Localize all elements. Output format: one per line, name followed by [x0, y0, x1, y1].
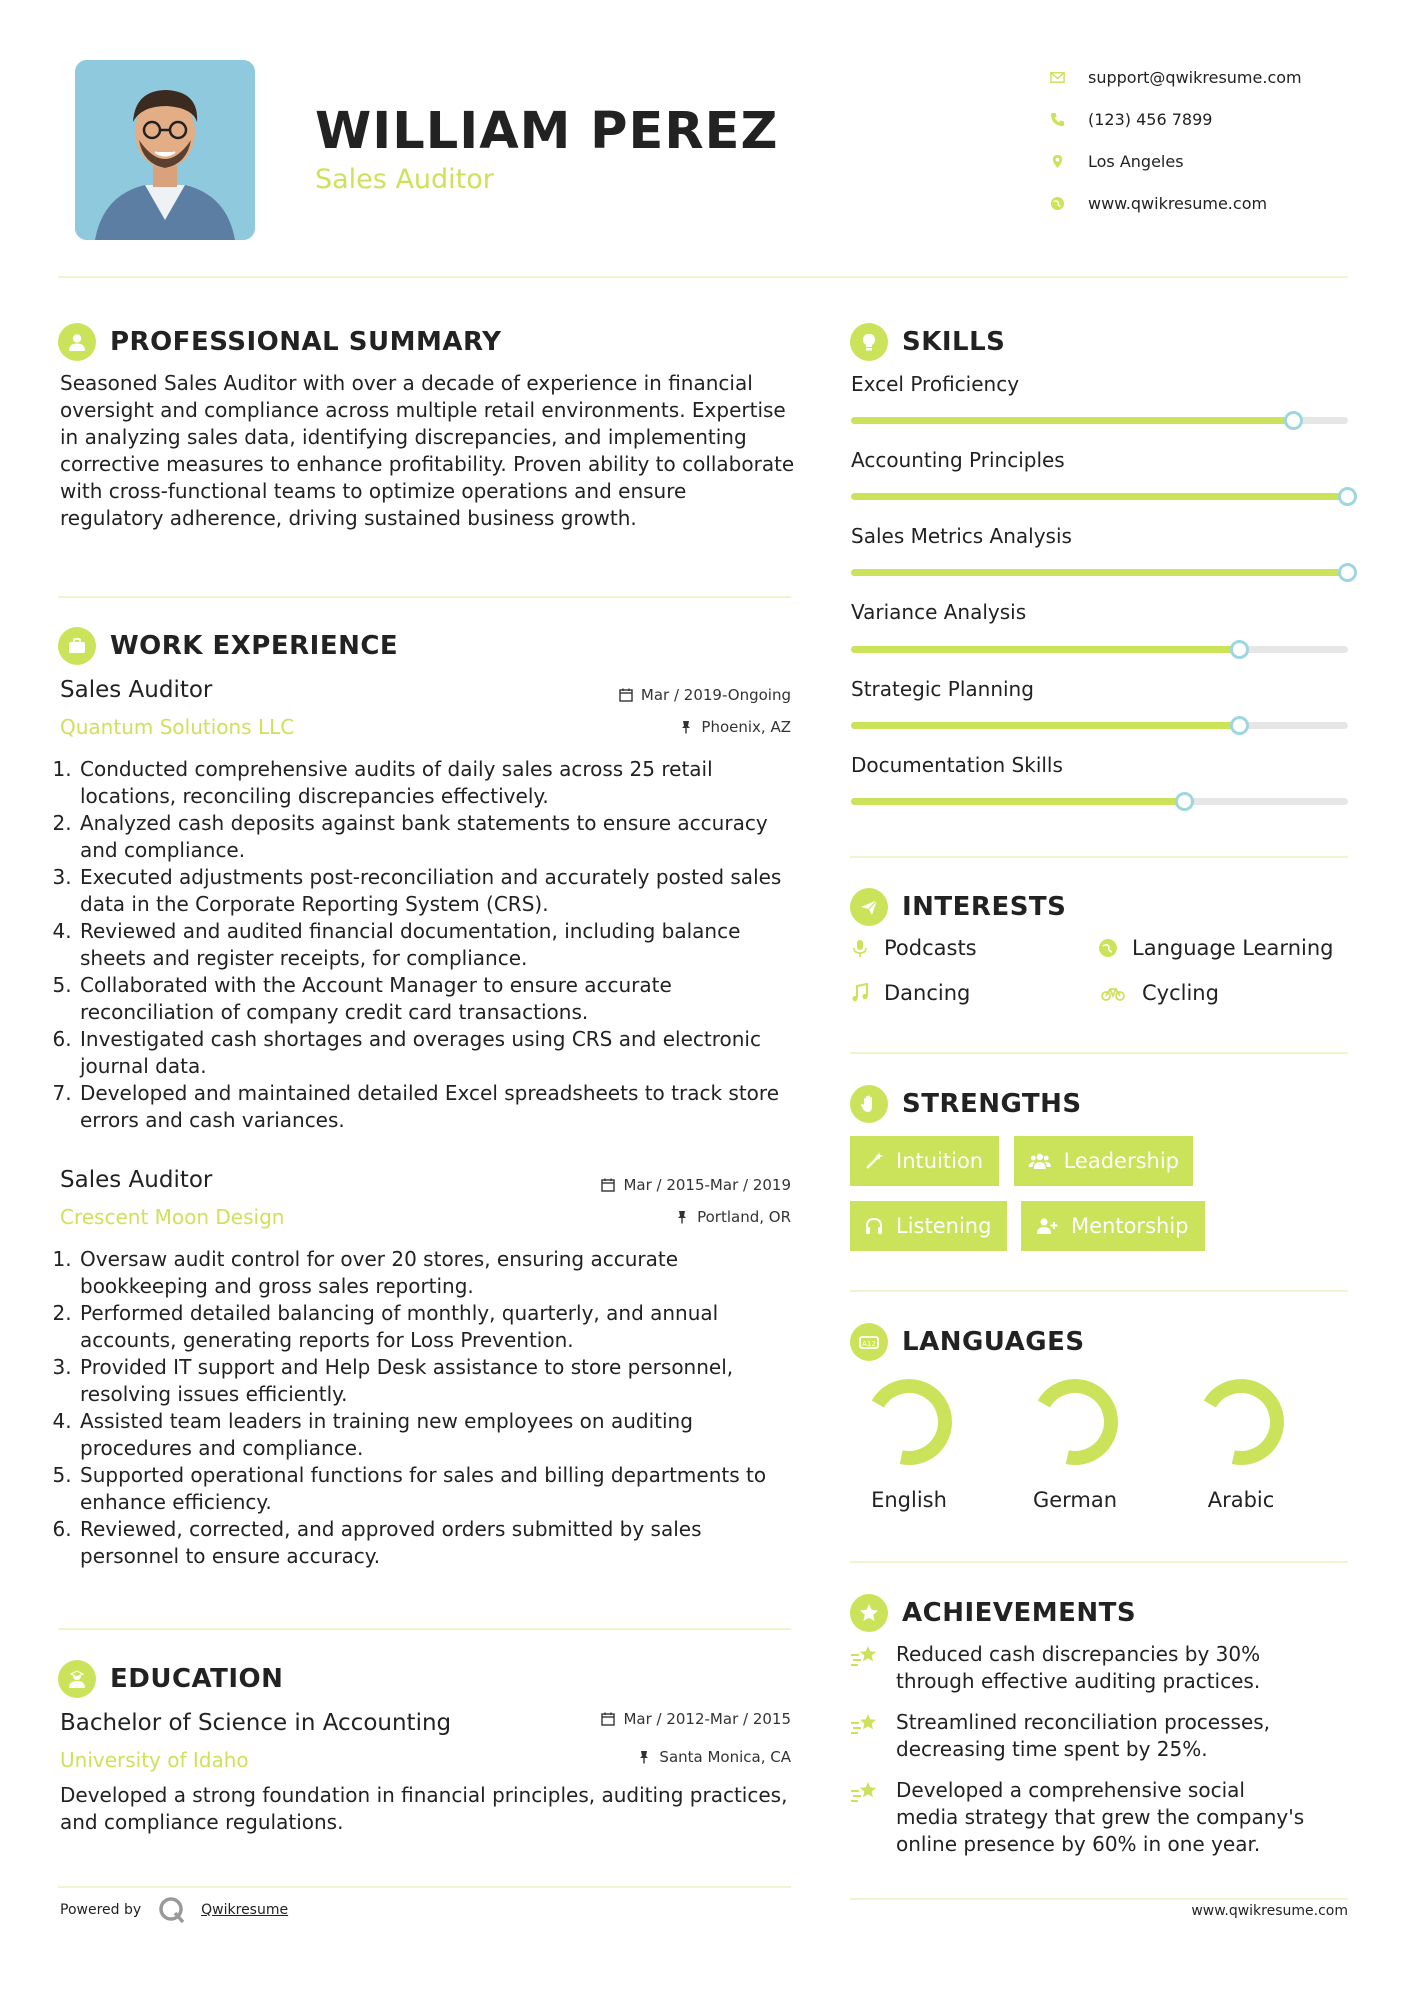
- list-item: 6. Investigated cash shortages and overages using CRS and electronic journal data.: [78, 1026, 800, 1080]
- strength-chip-intuition: [850, 1136, 999, 1186]
- skill-bar: [851, 722, 1348, 729]
- skill-bar: [851, 646, 1348, 653]
- contact-location: [1050, 140, 1380, 182]
- skill-label: Variance Analysis: [851, 600, 1027, 624]
- music-icon: [850, 983, 870, 1003]
- interest-language-learning: [1098, 936, 1333, 960]
- skill-bar-fill: [851, 417, 1293, 424]
- skill-slider-knob[interactable]: [1175, 792, 1194, 811]
- group-icon: [1028, 1151, 1052, 1171]
- education-location-text: Santa Monica, CA: [659, 1748, 791, 1766]
- skill-bar: [851, 493, 1348, 500]
- summary-title: PROFESSIONAL SUMMARY: [110, 327, 502, 357]
- achievements-title: ACHIEVEMENTS: [902, 1598, 1137, 1628]
- hand-icon: [850, 1085, 888, 1123]
- briefcase-icon: [58, 627, 96, 665]
- contact-phone[interactable]: [1050, 98, 1380, 140]
- strength-label: Intuition: [896, 1149, 984, 1173]
- envelope-icon: [1050, 70, 1088, 85]
- achievement-item: [850, 1709, 1310, 1763]
- language-label: German: [1032, 1488, 1118, 1512]
- list-item: 1. Conducted comprehensive audits of daily sales across 25 retail locations, reconciling discrepancies effectively.: [78, 756, 800, 810]
- skills-heading: [850, 323, 1005, 361]
- pushpin-icon: [675, 1210, 689, 1224]
- footer-website[interactable]: www.qwikresume.com: [1191, 1903, 1348, 1919]
- list-item: 5. Collaborated with the Account Manager to ensure accurate reconciliation of company credit card transactions.: [78, 972, 800, 1026]
- skill-slider-knob[interactable]: [1230, 716, 1249, 735]
- contact-email[interactable]: [1050, 56, 1380, 98]
- strength-chip-leadership: [1014, 1136, 1193, 1186]
- skill-label: Sales Metrics Analysis: [851, 524, 1072, 548]
- skill-bar-fill: [851, 569, 1348, 576]
- list-item: 6. Reviewed, corrected, and approved orders submitted by sales personnel to ensure accuracy.: [78, 1516, 800, 1570]
- language-gauge: [1195, 1376, 1287, 1468]
- list-item: 3. Executed adjustments post-reconciliation and accurately posted sales data in the Corporate Reporting System (CRS).: [78, 864, 800, 918]
- strengths-heading: [850, 1085, 1082, 1123]
- achievements-divider: [850, 1898, 1348, 1900]
- shooting-star-icon: [850, 1779, 880, 1805]
- footer-powered-by: [60, 1895, 288, 1925]
- job-2-location: [500, 1208, 791, 1226]
- job-1-bullets: [60, 756, 800, 1134]
- phone-icon: [1050, 112, 1088, 127]
- skill-label: Accounting Principles: [851, 448, 1065, 472]
- achievement-text: Reduced cash discrepancies by 30% through effective auditing practices.: [896, 1642, 1261, 1693]
- summary-text: Seasoned Sales Auditor with over a decade of experience in financial oversight and compliance across multiple retail environments. Expertise in analyzing sales data, identifying discrepancies, and implementing corrective measures to enhance profitability. Proven ability to collaborate with cross-functional teams to optimize operations and ensure regulatory adherence, driving sustained business growth.: [60, 371, 795, 530]
- calendar-icon: [601, 1178, 615, 1192]
- magic-wand-icon: [864, 1151, 884, 1171]
- bicycle-icon: [1098, 983, 1128, 1003]
- job-1-location: [500, 718, 791, 736]
- shooting-star-icon: [850, 1643, 880, 1669]
- candidate-role: Sales Auditor: [315, 164, 494, 195]
- list-item: 5. Supported operational functions for sales and billing departments to enhance efficiency.: [78, 1462, 800, 1516]
- interest-label: Language Learning: [1132, 936, 1334, 960]
- skill-slider-knob[interactable]: [1338, 487, 1357, 506]
- footer-powered-label: Powered by: [60, 1902, 142, 1918]
- language-arabic: [1166, 1376, 1316, 1512]
- job-1-dates-text: Mar / 2019-Ongoing: [640, 686, 791, 704]
- footer-brand-link[interactable]: Qwikresume: [201, 1902, 289, 1918]
- keyboard-icon: [850, 1323, 888, 1361]
- job-1-location-text: Phoenix, AZ: [701, 718, 791, 736]
- job-2-title: Sales Auditor: [60, 1167, 213, 1193]
- contact-location-text: Los Angeles: [1088, 151, 1184, 171]
- education-dates-text: Mar / 2012-Mar / 2015: [623, 1710, 791, 1728]
- achievements-heading: [850, 1594, 1136, 1632]
- lightbulb-icon: [850, 323, 888, 361]
- language-gauge: [1029, 1376, 1121, 1468]
- pushpin-icon: [679, 720, 693, 734]
- languages-heading: [850, 1323, 1085, 1361]
- strength-label: Leadership: [1063, 1149, 1179, 1173]
- interest-cycling: [1098, 981, 1219, 1005]
- job-2-dates: [500, 1176, 791, 1194]
- list-item: 4. Assisted team leaders in training new employees on auditing procedures and compliance.: [78, 1408, 800, 1462]
- user-plus-icon: [1035, 1216, 1059, 1236]
- language-english: [834, 1376, 984, 1512]
- microphone-icon: [850, 938, 870, 958]
- headphones-icon: [864, 1216, 884, 1236]
- skill-bar-fill: [851, 722, 1239, 729]
- job-2-company: Crescent Moon Design: [60, 1205, 285, 1229]
- achievement-item: [850, 1641, 1310, 1695]
- skill-label: Excel Proficiency: [851, 372, 1020, 396]
- strengths-divider: [850, 1290, 1348, 1292]
- job-2-bullets: [60, 1246, 800, 1570]
- paper-plane-icon: [850, 888, 888, 926]
- achievement-text: Streamlined reconciliation processes, decreasing time spent by 25%.: [896, 1710, 1271, 1761]
- education-text: Developed a strong foundation in financial principles, auditing practices, and compliance regulations.: [60, 1783, 788, 1834]
- interest-podcasts: [850, 936, 977, 960]
- skill-slider-knob[interactable]: [1230, 640, 1249, 659]
- map-pin-icon: [1050, 154, 1088, 169]
- experience-title: WORK EXPERIENCE: [110, 631, 399, 661]
- education-dates: [500, 1710, 791, 1728]
- list-item: 2. Performed detailed balancing of monthly, quarterly, and annual accounts, generating reports for Loss Prevention.: [78, 1300, 800, 1354]
- list-item: 1. Oversaw audit control for over 20 stores, ensuring accurate bookkeeping and gross sales reporting.: [78, 1246, 800, 1300]
- star-badge-icon: [850, 1594, 888, 1632]
- skills-title: SKILLS: [902, 327, 1006, 357]
- globe-icon: [1098, 938, 1118, 958]
- list-item: 4. Reviewed and audited financial documentation, including balance sheets and register receipts, for compliance.: [78, 918, 800, 972]
- contact-website[interactable]: [1050, 182, 1380, 224]
- job-1-dates: [500, 686, 791, 704]
- strength-chip-mentorship: [1021, 1201, 1205, 1251]
- calendar-icon: [601, 1712, 615, 1726]
- interests-heading: [850, 888, 1066, 926]
- skill-label: Strategic Planning: [851, 677, 1034, 701]
- interest-dancing: [850, 981, 970, 1005]
- globe-icon: [1050, 196, 1088, 211]
- language-label: Arabic: [1207, 1488, 1275, 1512]
- experience-heading: [58, 627, 398, 665]
- contact-phone-text: (123) 456 7899: [1088, 109, 1213, 129]
- languages-divider: [850, 1561, 1348, 1563]
- svg-text:A12: A12: [862, 1340, 876, 1348]
- skill-bar: [851, 417, 1348, 424]
- education-location: [500, 1748, 791, 1766]
- languages-title: LANGUAGES: [902, 1327, 1085, 1357]
- education-school: University of Idaho: [60, 1748, 249, 1772]
- interest-label: Cycling: [1142, 981, 1219, 1005]
- skill-bar-fill: [851, 798, 1184, 805]
- summary-heading: [58, 323, 501, 361]
- job-1-company: Quantum Solutions LLC: [60, 715, 295, 739]
- skill-bar: [851, 569, 1348, 576]
- interests-title: INTERESTS: [902, 892, 1067, 922]
- experience-divider: [58, 1628, 791, 1630]
- skill-slider-knob[interactable]: [1338, 563, 1357, 582]
- strengths-title: STRENGTHS: [902, 1089, 1082, 1119]
- contact-block: [1050, 56, 1380, 224]
- language-german: [1000, 1376, 1150, 1512]
- graduate-icon: [58, 1660, 96, 1698]
- skill-bar-fill: [851, 646, 1239, 653]
- summary-divider: [58, 596, 791, 598]
- interests-divider: [850, 1052, 1348, 1054]
- calendar-icon: [619, 688, 633, 702]
- candidate-name: WILLIAM PEREZ: [315, 102, 779, 161]
- education-degree: Bachelor of Science in Accounting: [60, 1710, 452, 1736]
- interest-label: Podcasts: [884, 936, 977, 960]
- job-2-dates-text: Mar / 2015-Mar / 2019: [623, 1176, 791, 1194]
- skill-bar-fill: [851, 493, 1348, 500]
- contact-email-text: support@qwikresume.com: [1088, 67, 1302, 87]
- education-divider: [58, 1886, 791, 1888]
- skills-divider: [850, 856, 1348, 858]
- job-1-title: Sales Auditor: [60, 677, 213, 703]
- language-gauge: [863, 1376, 955, 1468]
- pushpin-icon: [637, 1750, 651, 1764]
- contact-website-text: www.qwikresume.com: [1088, 193, 1268, 213]
- header-divider: [58, 276, 1348, 278]
- list-item: 3. Provided IT support and Help Desk assistance to store personnel, resolving issues efficiently.: [78, 1354, 800, 1408]
- education-title: EDUCATION: [110, 1664, 284, 1694]
- job-2-location-text: Portland, OR: [697, 1208, 791, 1226]
- list-item: 7. Developed and maintained detailed Excel spreadsheets to track store errors and cash variances.: [78, 1080, 800, 1134]
- shooting-star-icon: [850, 1711, 880, 1737]
- list-item: 2. Analyzed cash deposits against bank statements to ensure accuracy and compliance.: [78, 810, 800, 864]
- profile-photo: [75, 60, 255, 240]
- skill-bar: [851, 798, 1348, 805]
- language-label: English: [871, 1488, 947, 1512]
- strength-chip-listening: [850, 1201, 1007, 1251]
- person-avatar-icon: [75, 60, 255, 240]
- skill-label: Documentation Skills: [851, 753, 1063, 777]
- achievement-item: [850, 1777, 1310, 1858]
- strength-label: Listening: [896, 1214, 992, 1238]
- achievement-text: Developed a comprehensive social media strategy that grew the company's online presence by 60% in one year.: [896, 1778, 1305, 1856]
- skill-slider-knob[interactable]: [1284, 411, 1303, 430]
- education-heading: [58, 1660, 283, 1698]
- interest-label: Dancing: [884, 981, 971, 1005]
- user-icon: [58, 323, 96, 361]
- strength-label: Mentorship: [1071, 1214, 1189, 1238]
- qwikresume-logo-icon: [157, 1895, 187, 1925]
